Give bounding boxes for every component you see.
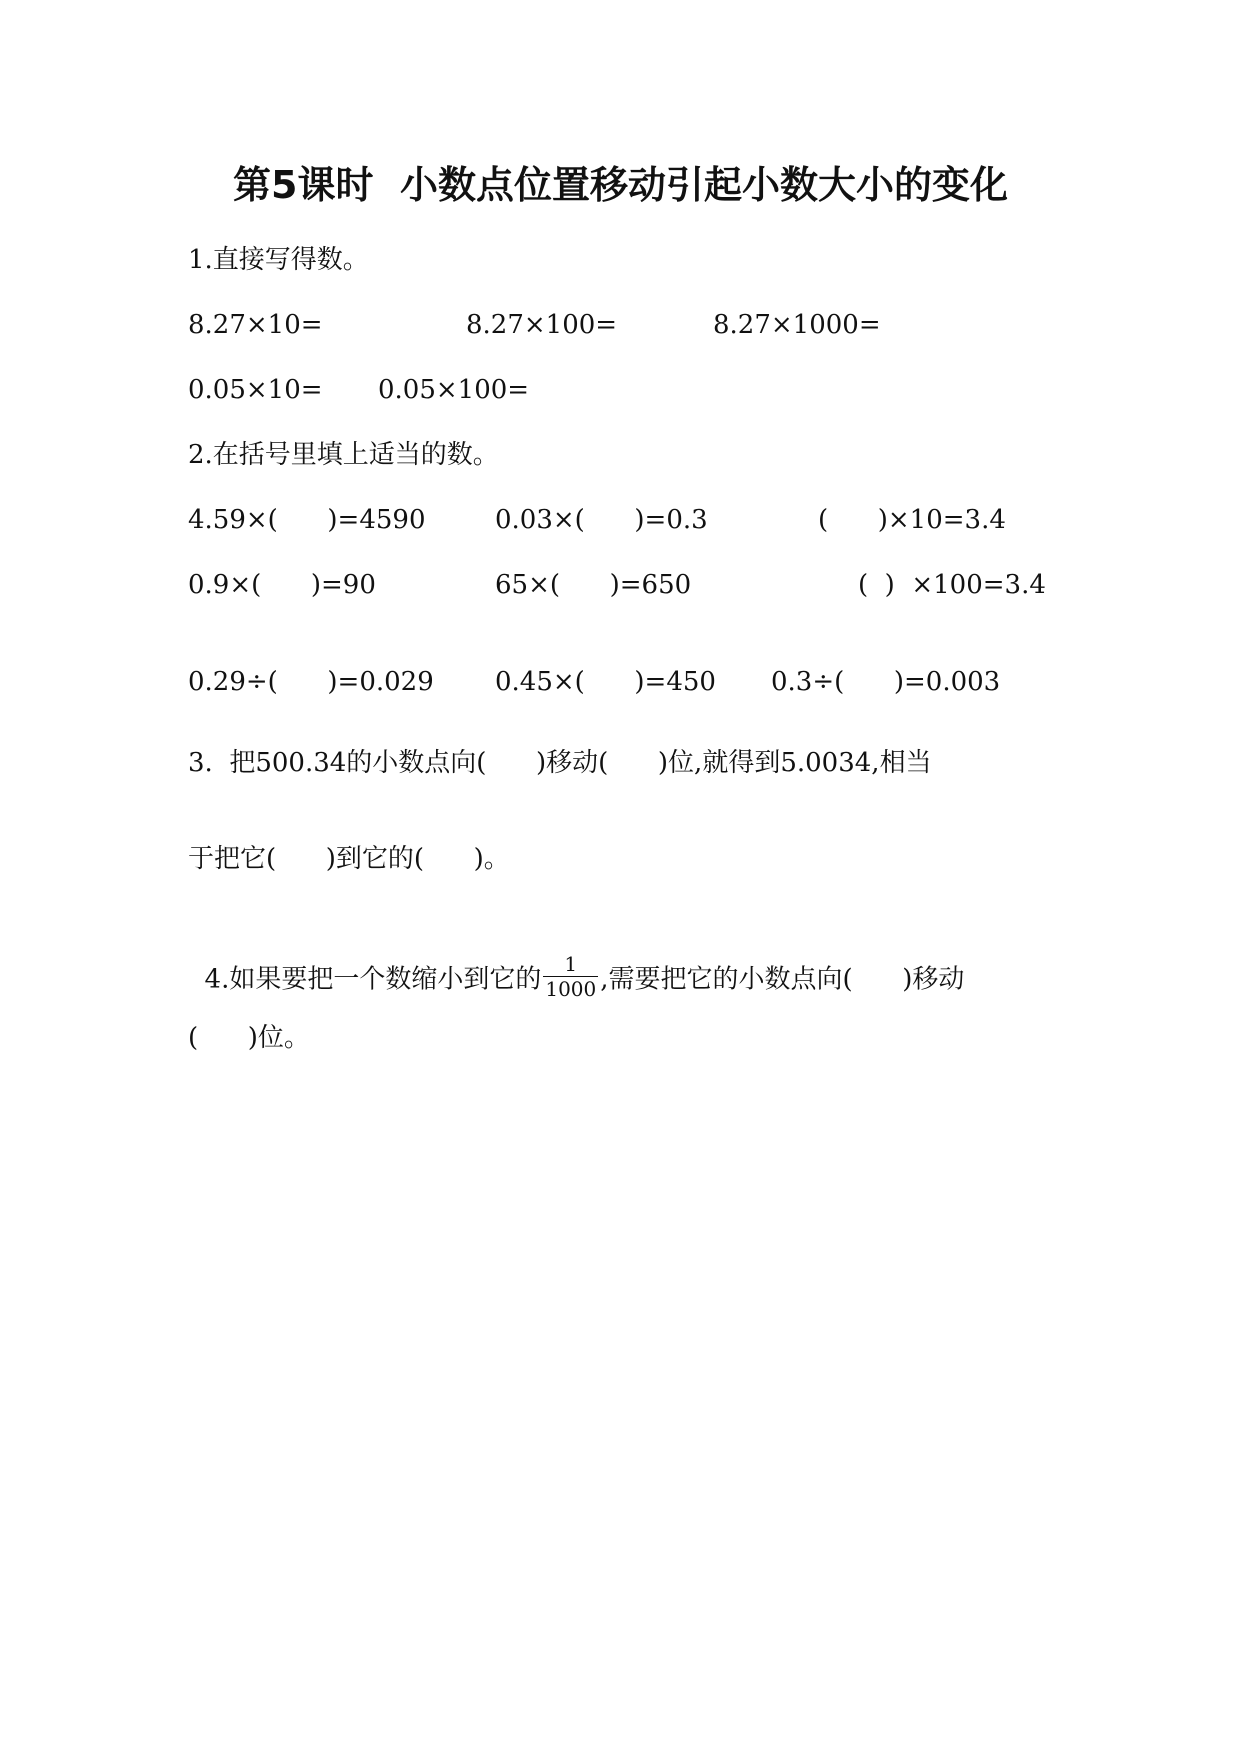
question-4-text-after: ,需要把它的小数点向( )移动 [600,964,965,995]
question-2-prompt: 2.在括号里填上适当的数。 [188,440,499,470]
q1-item-3: 8.27×1000= [713,310,881,340]
q1-item-2: 8.27×100= [466,310,618,340]
q2-item-5: 65×( )=650 [495,570,692,600]
question-3-line-1: 3. 把500.34的小数点向( )移动( )位,就得到5.0034,相当 [188,748,932,778]
q1-item-1: 8.27×10= [188,310,323,340]
q2-item-2: 0.03×( )=0.3 [495,505,708,535]
q1-item-5: 0.05×100= [378,375,530,405]
q2-item-4: 0.9×( )=90 [188,570,376,600]
q1-item-4: 0.05×10= [188,375,323,405]
fraction [543,952,598,1001]
fraction-numerator: 1 [543,952,598,977]
q2-item-9: 0.3÷( )=0.003 [771,667,1001,697]
question-1-prompt: 1.直接写得数。 [188,245,369,275]
question-4-line-2: ( )位。 [188,1023,310,1053]
q2-item-7: 0.29÷( )=0.029 [188,667,434,697]
question-4-text-before: 4.如果要把一个数缩小到它的 [204,964,542,995]
page-title: 第5课时 小数点位置移动引起小数大小的变化 [233,163,1008,207]
q2-item-3: ( )×10=3.4 [818,505,1006,535]
question-3-line-2: 于把它( )到它的( )。 [188,844,510,874]
q2-item-6: ( ) ×100=3.4 [858,570,1046,600]
q2-item-8: 0.45×( )=450 [495,667,716,697]
q2-item-1: 4.59×( )=4590 [188,505,426,535]
fraction-denominator: 1000 [545,977,597,1001]
question-4-line-1 [188,920,964,1005]
